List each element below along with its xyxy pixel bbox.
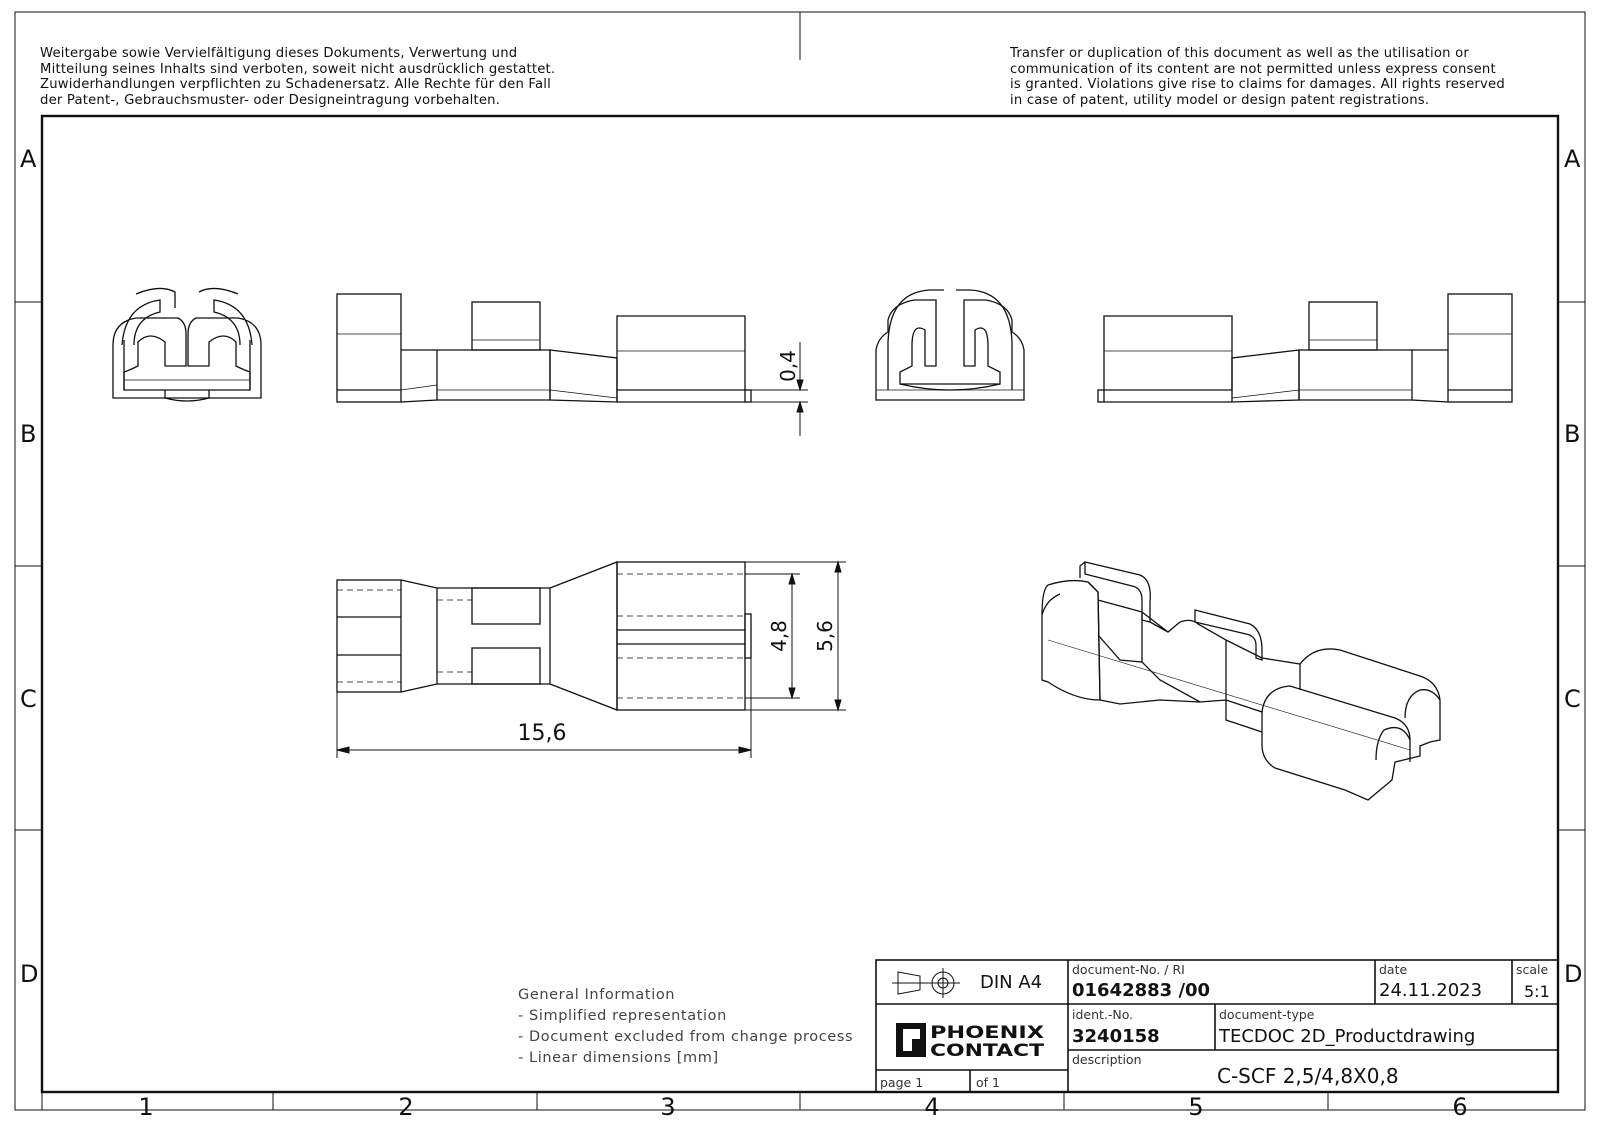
description-value: C-SCF 2,5/4,8X0,8 <box>1217 1064 1399 1088</box>
general-information-item: - Document excluded from change process <box>518 1029 854 1045</box>
dimension-length-label: 15,6 <box>517 721 567 746</box>
legal-line: Mitteilung seines Inhalts sind verboten, soweit nicht ausdrücklich gestattet. <box>40 61 556 77</box>
logo-icon <box>896 1021 1046 1059</box>
general-information-item: - Simplified representation <box>518 1008 727 1024</box>
legal-line: der Patent-, Gebrauchsmuster- oder Designeintragung vorbehalten. <box>40 92 501 108</box>
document-type-label: document-type <box>1219 1007 1315 1022</box>
legal-line: is granted. Violations give rise to claims for damages. All rights reserved <box>1010 77 1505 93</box>
row-label-d-left: D <box>20 960 39 988</box>
drawing-frame <box>42 116 1558 1092</box>
ident-no-label: ident.-No. <box>1072 1007 1134 1022</box>
scale-value: 5:1 <box>1524 982 1550 1001</box>
side-view-right <box>1098 294 1512 402</box>
date-label: date <box>1379 962 1408 977</box>
front-view-left <box>113 288 261 401</box>
document-type: TECDOC 2D_Productdrawing <box>1219 1026 1476 1047</box>
legal-line: Zuwiderhandlungen verpflichten zu Schadenersatz. Alle Rechte für den Fall <box>40 77 552 93</box>
date-value: 24.11.2023 <box>1379 980 1483 1001</box>
row-label-a-left: A <box>20 145 37 173</box>
page-of-label: of 1 <box>976 1075 1000 1090</box>
logo-text-line-2: CONTACT <box>930 1041 1045 1059</box>
row-label-a-right: A <box>1564 145 1581 173</box>
column-label-5: 5 <box>1188 1093 1204 1121</box>
column-label-3: 3 <box>660 1093 676 1121</box>
legal-line: in case of patent, utility model or design patent registrations. <box>1010 92 1430 108</box>
legal-line: Transfer or duplication of this document as well as the utilisation or <box>1010 46 1469 61</box>
logo-text-line-1: PHOENIX <box>930 1023 1044 1043</box>
company-logo <box>896 1021 1046 1059</box>
description-label: description <box>1072 1052 1142 1067</box>
document-no: 01642883 /00 <box>1072 980 1211 1001</box>
dimension-outer-width-label: 5,6 <box>813 620 837 652</box>
paper-format: DIN A4 <box>980 972 1043 993</box>
column-label-1: 1 <box>138 1093 154 1121</box>
legal-line: communication of its content are not permitted unless express consent <box>1010 61 1496 77</box>
scale-label: scale <box>1516 962 1549 977</box>
document-no-label: document-No. / RI <box>1072 962 1185 977</box>
ident-no: 3240158 <box>1072 1026 1160 1047</box>
column-label-6: 6 <box>1452 1093 1468 1121</box>
row-label-b-left: B <box>20 420 37 448</box>
row-label-c-right: C <box>1564 685 1581 713</box>
front-view-right <box>876 290 1024 400</box>
page-label: page 1 <box>880 1075 924 1090</box>
top-view <box>337 562 751 710</box>
legal-line: Weitergabe sowie Vervielfältigung dieses Dokuments, Verwertung und <box>40 46 518 61</box>
row-label-c-left: C <box>20 685 37 713</box>
general-information <box>518 985 853 1069</box>
side-view-left <box>337 294 751 402</box>
dimension-inner-width-label: 4,8 <box>767 620 791 652</box>
projection-symbol-icon <box>892 968 960 998</box>
dimension-thickness-label: 0,4 <box>776 350 800 382</box>
row-label-b-right: B <box>1564 420 1581 448</box>
row-label-d-right: D <box>1564 960 1583 988</box>
outer-frame <box>15 12 1585 1110</box>
column-label-2: 2 <box>398 1093 414 1121</box>
isometric-view <box>1042 562 1440 800</box>
general-information-heading: General Information <box>518 987 676 1003</box>
column-label-4: 4 <box>924 1093 940 1121</box>
general-information-item: - Linear dimensions [mm] <box>518 1050 719 1066</box>
